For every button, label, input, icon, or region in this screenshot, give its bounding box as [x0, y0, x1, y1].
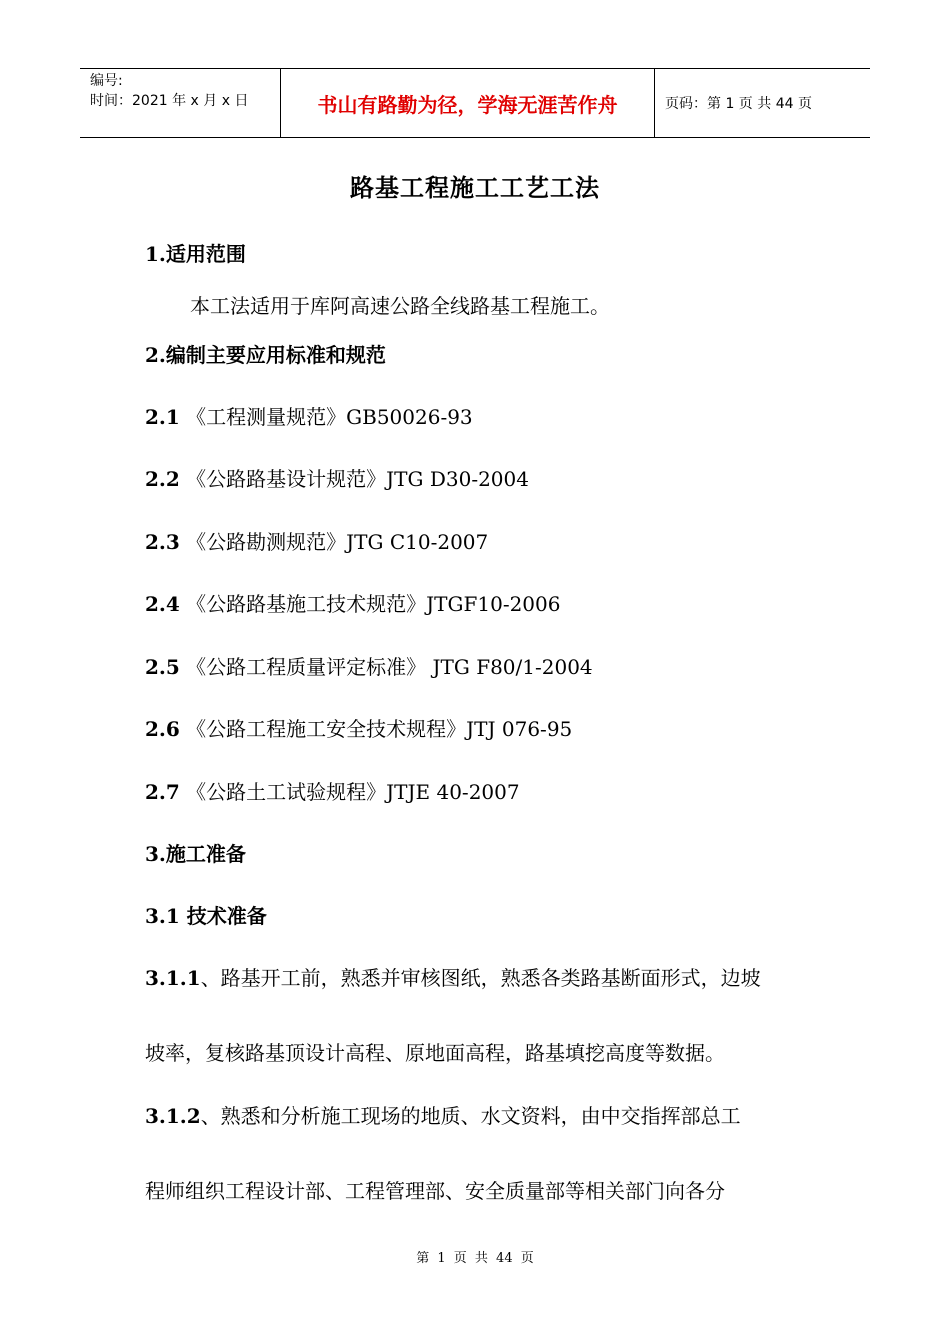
section-1-text: 本工法适用于库阿高速公路全线路基工程施工。 [190, 294, 610, 318]
paragraph-3-1-2-line2: 程师组织工程设计部、工程管理部、安全质量部等相关部门向各分 [145, 1179, 725, 1203]
header-page-label: 页码：第 1 页 共 44 页 [665, 96, 812, 112]
standard-text: 《公路路基施工技术规范》JTGF10-2006 [179, 592, 561, 616]
standard-text: 《公路工程质量评定标准》 JTG F80/1-2004 [179, 655, 593, 679]
standard-text: 《公路勘测规范》JTG C10-2007 [179, 530, 489, 554]
standard-number: 2.3 [145, 530, 180, 554]
header-meta [80, 69, 281, 137]
paragraph-3-1-1-line2: 坡率，复核路基顶设计高程、原地面高程，路基填挖高度等数据。 [145, 1041, 725, 1065]
standard-number: 2.5 [145, 655, 180, 679]
paragraph-number: 3.1.1 [145, 966, 201, 990]
section-1-heading: 1.适用范围 [145, 242, 246, 266]
standard-item [145, 463, 529, 492]
standard-number: 2.4 [145, 592, 180, 616]
standard-text: 《公路路基设计规范》JTG D30-2004 [179, 467, 529, 491]
standard-number: 2.7 [145, 780, 180, 804]
page-header [80, 68, 870, 138]
paragraph-text: 、路基开工前，熟悉并审核图纸，熟悉各类路基断面形式，边坡 [200, 966, 761, 990]
standard-number: 2.2 [145, 467, 180, 491]
standard-number: 2.6 [145, 717, 180, 741]
header-number-label: 编号: [90, 73, 123, 89]
section-2-heading: 2.编制主要应用标准和规范 [145, 343, 386, 367]
document-title: 路基工程施工工艺工法 [350, 173, 600, 202]
standard-item [145, 588, 560, 617]
standard-text: 《公路工程施工安全技术规程》JTJ 076-95 [179, 717, 573, 741]
section-3-1-heading: 3.1 技术准备 [145, 904, 267, 928]
standard-item [145, 526, 488, 555]
page-footer: 第 1 页 共 44 页 [416, 1251, 534, 1266]
standard-number: 2.1 [145, 405, 180, 429]
section-3-heading: 3.施工准备 [145, 842, 246, 866]
standard-item [145, 713, 572, 742]
paragraph-text: 、熟悉和分析施工现场的地质、水文资料，由中交指挥部总工 [200, 1104, 741, 1128]
header-slogan: 书山有路勤为径，学海无涯苦作舟 [281, 69, 655, 137]
paragraph-number: 3.1.2 [145, 1104, 201, 1128]
standard-item [145, 401, 473, 430]
standard-text: 《公路土工试验规程》JTJE 40-2007 [179, 780, 520, 804]
paragraph-3-1-1-line1 [145, 962, 761, 991]
header-time-label: 时间：2021 年 x 月 x 日 [90, 93, 249, 109]
standard-item [145, 776, 520, 805]
standard-text: 《工程测量规范》GB50026-93 [179, 405, 473, 429]
standard-item [145, 651, 593, 680]
paragraph-3-1-2-line1 [145, 1100, 741, 1129]
